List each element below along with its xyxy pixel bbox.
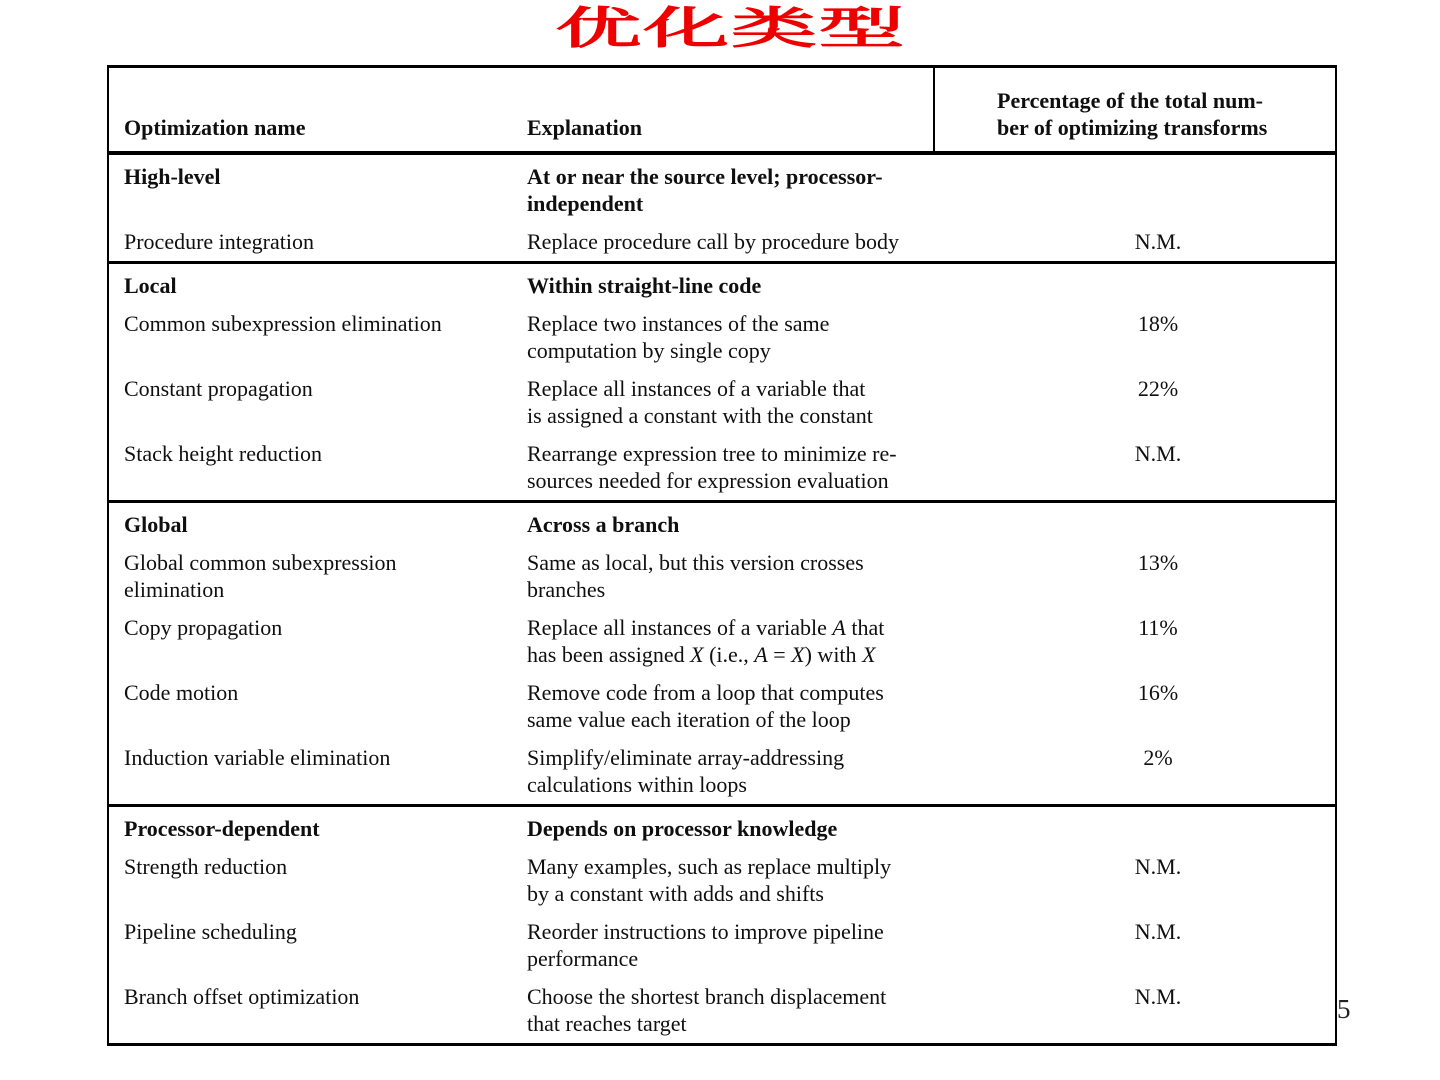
table-row	[109, 549, 1335, 603]
table-row	[109, 679, 1335, 733]
percentage-value: 22%	[1137, 376, 1179, 401]
explanation	[527, 983, 981, 1037]
explanation-line: calculations within loops	[527, 772, 747, 797]
optimizations-table	[107, 65, 1337, 1046]
section-high-level	[109, 155, 1335, 261]
column-header-percentage	[933, 68, 1335, 151]
percentage-value: N.M.	[1134, 984, 1182, 1009]
explanation-line: Many examples, such as replace multiply	[527, 854, 892, 879]
explanation-line: computation by single copy	[527, 338, 771, 363]
optimization-name: Constant propagation	[124, 376, 313, 401]
percentage-value: N.M.	[1134, 441, 1182, 466]
explanation-line: Remove code from a loop that computes	[527, 680, 884, 705]
explanation	[527, 375, 981, 429]
section-name: High-level	[124, 164, 221, 189]
slide-title	[0, 4, 1440, 54]
explanation-line: Across a branch	[527, 512, 680, 537]
percentage-value: 16%	[1137, 680, 1179, 705]
explanation-line: that reaches target	[527, 1011, 687, 1036]
section-explanation	[527, 511, 981, 538]
explanation	[527, 228, 981, 255]
variable-symbol: X	[690, 642, 704, 667]
percentage-value: 13%	[1137, 550, 1179, 575]
section-explanation	[527, 815, 981, 842]
table-row	[109, 853, 1335, 907]
section-header-row	[109, 815, 1335, 842]
table-row	[109, 918, 1335, 972]
optimization-name: Code motion	[124, 680, 239, 705]
explanation	[527, 679, 981, 733]
percentage-value: 2%	[1143, 745, 1173, 770]
explanation-line: independent	[527, 191, 644, 216]
table-row	[109, 983, 1335, 1037]
explanation-line: Rearrange expression tree to minimize re-	[527, 441, 897, 466]
percentage-value: N.M.	[1134, 919, 1182, 944]
slide-title-text: 优化类型	[555, 4, 907, 53]
explanation	[527, 853, 981, 907]
percentage-value: 11%	[1138, 615, 1178, 640]
section-explanation	[527, 163, 981, 217]
optimization-name-line: Global common subexpression	[124, 550, 397, 575]
explanation	[527, 440, 981, 494]
variable-symbol: X	[862, 642, 876, 667]
column-header-explanation: Explanation	[527, 115, 642, 140]
explanation-line: Choose the shortest branch displacement	[527, 984, 887, 1009]
explanation-line: Depends on processor knowledge	[527, 816, 838, 841]
explanation-line: Reorder instructions to improve pipeline	[527, 919, 884, 944]
percentage-header-line-1: Percentage of the total num-	[997, 88, 1263, 113]
explanation-line: branches	[527, 577, 606, 602]
section-explanation	[527, 272, 981, 299]
explanation-line: Replace two instances of the same	[527, 311, 830, 336]
explanation-line: At or near the source level; processor-	[527, 164, 883, 189]
explanation-line: Replace all instances of a variable that	[527, 376, 866, 401]
percentage-value: N.M.	[1134, 854, 1182, 879]
table-row	[109, 375, 1335, 429]
explanation-line: performance	[527, 946, 639, 971]
table-row	[109, 310, 1335, 364]
variable-symbol: A	[754, 642, 768, 667]
optimization-name: Common subexpression elimination	[124, 311, 442, 336]
explanation-line: Replace all instances of a variable A that	[527, 615, 885, 640]
explanation-line: is assigned a constant with the constant	[527, 403, 873, 428]
section-processor-dependent	[109, 804, 1335, 1043]
percentage-value: 18%	[1137, 311, 1179, 336]
explanation-line: Simplify/eliminate array-addressing	[527, 745, 845, 770]
explanation-line: sources needed for expression evaluation	[527, 468, 889, 493]
optimization-name: Procedure integration	[124, 229, 314, 254]
table-row	[109, 614, 1335, 668]
explanation-line: Same as local, but this version crosses	[527, 550, 864, 575]
section-name: Global	[124, 512, 188, 537]
page-number: 5	[1337, 994, 1351, 1024]
optimization-name-line: elimination	[124, 577, 225, 602]
explanation-line: has been assigned X (i.e., A = X) with X	[527, 642, 876, 667]
optimization-name: Strength reduction	[124, 854, 288, 879]
explanation-line: Within straight-line code	[527, 273, 762, 298]
section-header-row	[109, 163, 1335, 217]
percentage-value: N.M.	[1134, 229, 1182, 254]
section-name: Local	[124, 273, 177, 298]
explanation	[527, 549, 981, 603]
variable-symbol: X	[791, 642, 805, 667]
optimization-name: Stack height reduction	[124, 441, 322, 466]
section-header-row	[109, 272, 1335, 299]
section-header-row	[109, 511, 1335, 538]
table-row	[109, 744, 1335, 798]
explanation	[527, 918, 981, 972]
table-row	[109, 440, 1335, 494]
explanation	[527, 744, 981, 798]
variable-symbol: A	[832, 615, 846, 640]
table-header-row	[109, 68, 1335, 155]
section-global	[109, 500, 1335, 804]
optimization-name: Induction variable elimination	[124, 745, 391, 770]
explanation-line: Replace procedure call by procedure body	[527, 229, 899, 254]
optimization-name: Copy propagation	[124, 615, 283, 640]
column-header-optimization-name: Optimization name	[124, 115, 306, 140]
optimization-name: Branch offset optimization	[124, 984, 360, 1009]
section-name: Processor-dependent	[124, 816, 320, 841]
section-local	[109, 261, 1335, 500]
explanation-line: by a constant with adds and shifts	[527, 881, 824, 906]
optimization-name: Pipeline scheduling	[124, 919, 297, 944]
table-row	[109, 228, 1335, 255]
optimization-name	[109, 549, 527, 603]
explanation	[527, 614, 981, 668]
explanation	[527, 310, 981, 364]
explanation-line: same value each iteration of the loop	[527, 707, 851, 732]
percentage-header-line-2: ber of optimizing transforms	[997, 115, 1268, 140]
